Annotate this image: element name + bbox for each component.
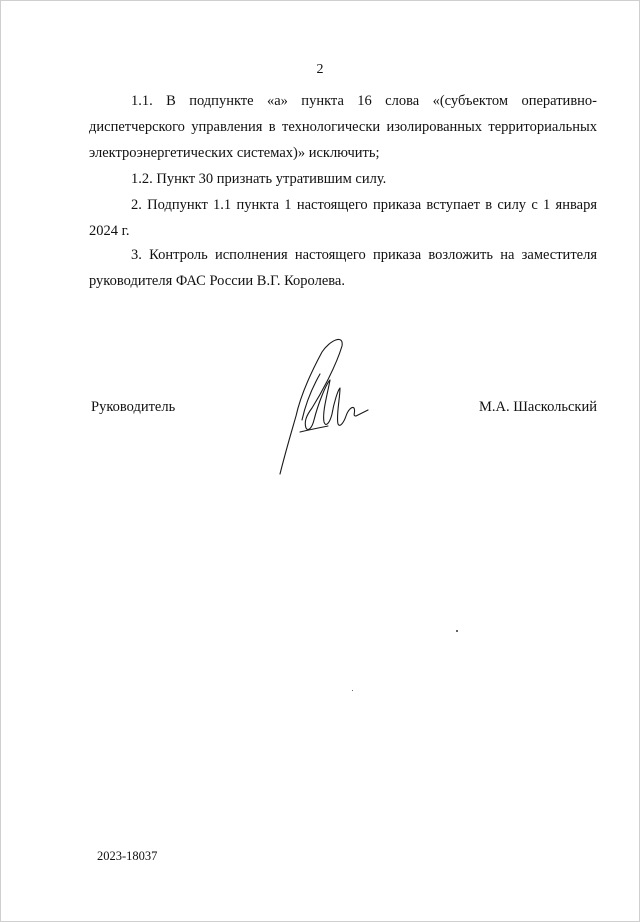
scan-speck: [352, 690, 353, 691]
signer-title: Руководитель: [91, 399, 176, 415]
paragraph-line: руководителя ФАС России В.Г. Королева.: [89, 273, 345, 289]
paragraph-line: 3. Контроль исполнения настоящего приказа возложить на заместителя: [131, 247, 597, 263]
paragraph-1-1: [89, 88, 597, 166]
paragraph-line: 1.1. В подпункте «а» пункта 16 слова «(субъектом оперативно-: [131, 93, 597, 109]
page-number: 2: [316, 62, 324, 77]
paragraph-2: [89, 192, 597, 244]
paragraph-line: электроэнергетических системах)» исключить;: [89, 145, 380, 161]
paragraph-line: диспетчерского управления в технологически изолированных территориальных: [89, 119, 597, 135]
scan-speck: [456, 630, 458, 632]
signer-name: М.А. Шаскольский: [479, 399, 597, 415]
paragraph-3: [89, 242, 597, 294]
paragraph-line: 2024 г.: [89, 223, 130, 239]
handwritten-signature: [272, 332, 372, 477]
paragraph-line: 1.2. Пункт 30 признать утратившим силу.: [131, 171, 387, 187]
paragraph-line: 2. Подпункт 1.1 пункта 1 настоящего приказа вступает в силу с 1 января: [131, 197, 597, 213]
document-number: 2023-18037: [97, 849, 158, 863]
paragraph-1-2: [89, 166, 597, 192]
